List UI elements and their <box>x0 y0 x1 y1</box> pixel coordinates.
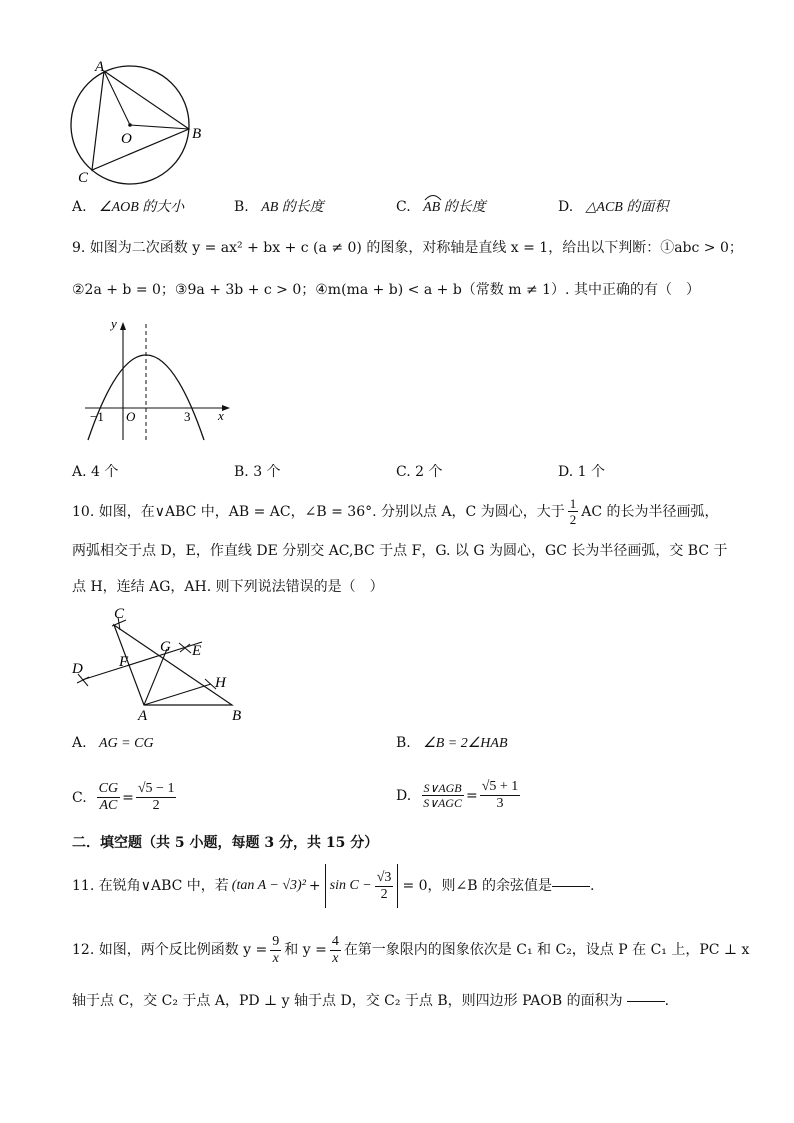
label-A: A <box>95 59 105 75</box>
q12-text-c: 在第一象限内的图象依次是 C₁ 和 C₂，设点 P 在 C₁ 上，PC ⊥ x <box>343 942 750 958</box>
plus-sign: + <box>308 878 321 894</box>
q8-circle-figure <box>62 58 212 190</box>
fraction-numerator: 1 <box>569 496 577 511</box>
q10-line3: 点 H，连结 AG，AH. 则下列说法错误的是（ ） <box>72 579 384 595</box>
fraction-right <box>480 780 521 811</box>
q10-option-d <box>396 780 520 811</box>
q9-line1: 9. 如图为二次函数 y = ax² + bx + c (a ≠ 0) 的图象，对称轴是直线 x = 1，给出以下判断：①abc > 0； <box>72 240 743 256</box>
fraction-numerator: 4 <box>331 933 339 949</box>
q10-text-b: AC 的长为半径画弧， <box>581 503 719 520</box>
q9-line2: ②2a + b = 0；③9a + 3b + c > 0；④m(ma + b) < a + b（常数 m ≠ 1）. 其中正确的有（ ） <box>72 282 700 298</box>
option-text: AG = CG <box>99 736 154 751</box>
option-text: AB 的长度 <box>423 200 486 215</box>
period: . <box>590 878 595 894</box>
label-B: B <box>192 126 202 142</box>
option-letter: A. <box>72 464 87 480</box>
axis-y-label: y <box>111 318 117 331</box>
option-letter: A. <box>72 199 87 215</box>
q11-line <box>72 864 594 908</box>
axis-x-label: x <box>218 408 224 423</box>
label-E: E <box>192 643 202 659</box>
q8-option-c <box>396 200 486 215</box>
fraction-numerator: √5 − 1 <box>137 781 175 796</box>
fraction-half <box>568 497 579 526</box>
fraction-denominator: 2 <box>152 798 160 813</box>
fraction-numerator: 9 <box>272 933 280 949</box>
option-letter: C. <box>72 789 87 806</box>
option-text: 4 个 <box>91 464 119 480</box>
option-letter: D. <box>396 787 412 804</box>
q8-option-b <box>234 200 324 215</box>
fraction-denominator: x <box>272 950 279 966</box>
q9-option-a <box>72 465 118 479</box>
arc-mark-icon <box>415 199 486 215</box>
answer-blank[interactable] <box>627 1001 665 1002</box>
q11-text-2: = 0，则∠B 的余弦值是 <box>402 878 552 894</box>
label-G: G <box>160 639 171 655</box>
q9-option-d <box>558 465 605 479</box>
option-letter: B. <box>234 199 249 215</box>
q9-option-b <box>234 465 281 479</box>
q10-line2: 两弧相交于点 D，E，作直线 DE 分别交 AC,BC 于点 F，G. 以 G 为圆心，GC 长为半径画弧，交 BC 于 <box>72 543 728 559</box>
q11-text: 11. 在锐角∨ABC 中，若 <box>72 878 229 894</box>
option-text: 1 个 <box>577 464 605 480</box>
equals-sign: = <box>122 789 134 806</box>
fraction-4-over-x <box>330 935 341 966</box>
q10-option-a <box>72 736 154 751</box>
tick-neg1: −1 <box>90 409 104 424</box>
fraction-denominator: x <box>332 950 339 966</box>
fraction-numerator: √5 + 1 <box>481 779 519 794</box>
fraction-denominator: 3 <box>496 796 504 811</box>
fraction-left <box>421 782 464 809</box>
abs-content: sin C − <box>329 878 372 893</box>
fraction-right <box>136 782 177 813</box>
q12-line2 <box>72 994 669 1008</box>
q11-expression: (tan A − √3)² <box>231 878 306 893</box>
q12-text-a: 12. 如图，两个反比例函数 y = <box>72 942 268 958</box>
q8-option-d <box>558 200 668 215</box>
label-C: C <box>114 606 125 622</box>
fraction-numerator: S∨AGB <box>423 781 462 795</box>
q10-line1 <box>72 497 719 526</box>
fraction-denominator: 2 <box>380 886 388 902</box>
fraction-sqrt3-over-2 <box>375 871 394 902</box>
option-letter: D. <box>558 199 574 215</box>
option-text: AB 的长度 <box>261 200 324 215</box>
option-letter: B. <box>234 464 249 480</box>
q9-option-c <box>396 465 442 479</box>
option-text: ∠B = 2∠HAB <box>423 736 508 751</box>
q10-triangle-figure <box>66 603 256 725</box>
equals-sign: = <box>465 787 478 804</box>
fraction-denominator: 2 <box>569 512 577 527</box>
origin-label: O <box>126 409 136 424</box>
period: . <box>664 993 670 1009</box>
fraction-left <box>97 782 120 813</box>
q8-option-a <box>72 200 184 215</box>
q12-line1 <box>72 928 749 972</box>
answer-blank[interactable] <box>552 886 590 887</box>
option-text: △ACB 的面积 <box>585 200 669 215</box>
q12-text-2: 轴于点 C，交 C₂ 于点 A，PD ⊥ y 轴于点 D，交 C₂ 于点 B，则四边形 PAOB 的面积为 <box>72 993 623 1009</box>
label-H: H <box>215 675 226 691</box>
fraction-denominator: AC <box>99 798 118 813</box>
option-letter: B. <box>396 735 411 751</box>
option-text: ∠AOB 的大小 <box>99 200 185 215</box>
label-C: C <box>78 170 89 186</box>
section-heading: 二．填空题（共 5 小题，每题 3 分，共 15 分） <box>72 835 379 851</box>
absolute-value <box>325 864 399 908</box>
fraction-9-over-x <box>270 935 281 966</box>
q10-text-a: 10. 如图，在∨ABC 中，AB = AC，∠B = 36°. 分别以点 A，C 为圆心，大于 <box>72 503 565 520</box>
q9-parabola-graph <box>80 318 240 446</box>
fraction-denominator: S∨AGC <box>423 796 462 810</box>
fraction-numerator: CG <box>98 781 119 796</box>
option-text: 2 个 <box>415 464 443 480</box>
option-letter: D. <box>558 464 574 480</box>
q10-option-c <box>72 782 176 813</box>
tick-3: 3 <box>184 409 191 424</box>
fraction-numerator: √3 <box>376 869 392 885</box>
q10-option-b <box>396 736 508 751</box>
option-letter: A. <box>72 735 87 751</box>
option-letter: C. <box>396 464 411 480</box>
label-B: B <box>232 708 242 724</box>
option-text: 3 个 <box>253 464 281 480</box>
option-letter: C. <box>396 199 411 215</box>
label-F: F <box>119 654 129 670</box>
label-O: O <box>121 131 132 147</box>
q12-text-b: 和 y = <box>284 942 327 958</box>
label-A: A <box>138 708 148 724</box>
label-D: D <box>72 661 83 677</box>
